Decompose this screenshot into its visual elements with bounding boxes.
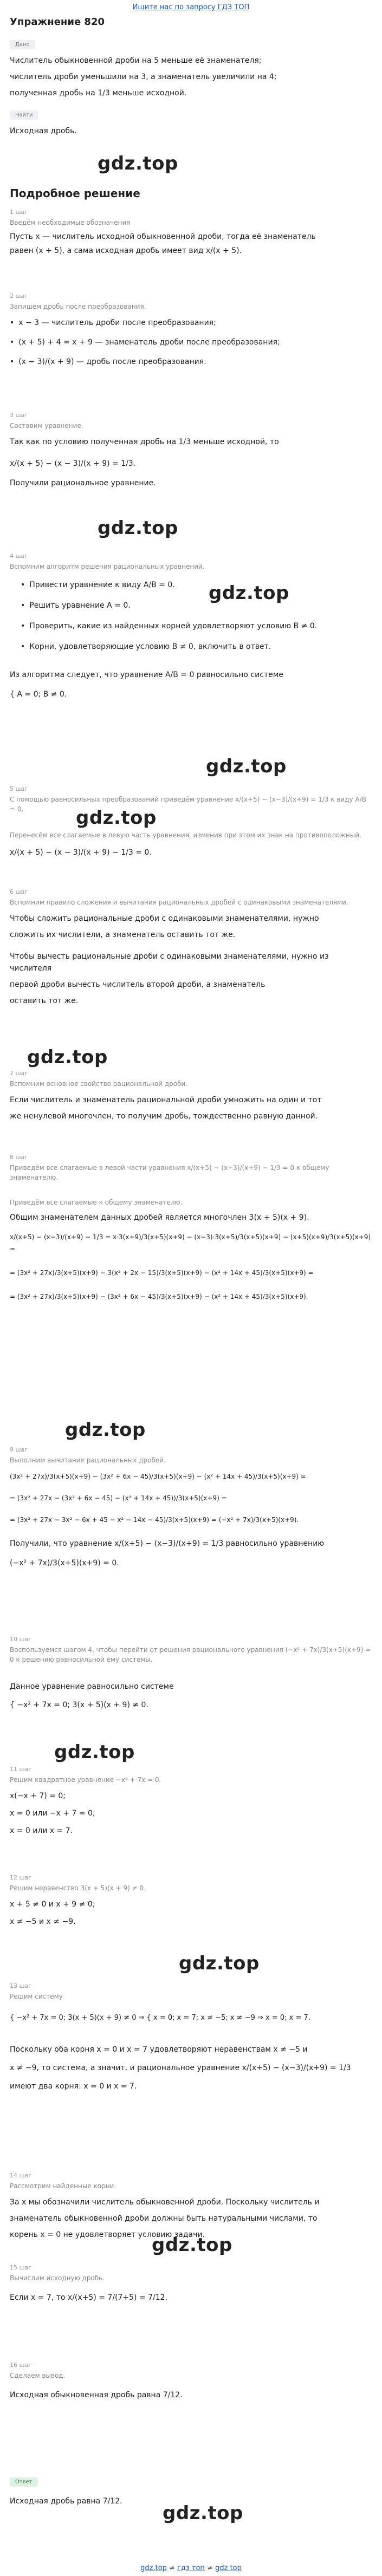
- step-1: [10, 209, 373, 257]
- step-sub-note: Перенесём все слагаемые в левую часть уравнения, изменив при этом их знак на противоположный.: [10, 831, 361, 839]
- step-note: Вычислим исходную дробь.: [10, 2274, 105, 2282]
- step-3: [10, 412, 373, 489]
- given-block: [10, 38, 373, 99]
- step-line: Если x = 7, то x/(x+5) = 7/(7+5) = 7/12.: [10, 2293, 168, 2302]
- step-9: [10, 1446, 373, 1569]
- step-line: Поскольку оба корня x = 0 и x = 7 удовлетворяют неравенствам x ≠ −5 и: [10, 2045, 308, 2054]
- step-label: 1 шаг: [10, 209, 28, 216]
- step-line: = (3x² + 27x)/3(x+5)(x+9) − 3(x² + 2x − 15)/3(x+5)(x+9) − (x² + 14x + 45)/3(x+5)(x+9) =: [10, 1269, 314, 1277]
- watermark: gdz.top: [98, 153, 178, 174]
- step-line: Так как по условию полученная дробь на 1/3 меньше исходной, то: [10, 438, 279, 446]
- step-line: Если числитель и знаменатель рациональной дроби умножить на один и тот: [10, 1096, 322, 1104]
- step-note: Запишем дробь после преобразования.: [10, 303, 146, 310]
- step-line: оставить тот же.: [10, 997, 79, 1005]
- step-label: 16 шаг: [10, 2362, 32, 2369]
- step-label: 14 шаг: [10, 2172, 32, 2179]
- watermark: gdz.top: [179, 1953, 260, 1974]
- watermark: gdz.top: [98, 517, 178, 539]
- step-note: Решим систему: [10, 1993, 63, 2000]
- step-note: Вспомним основное свойство рациональной дроби.: [10, 1080, 188, 1088]
- step-line: x ≠ −9, то система, а значит, и рациональное уравнение x/(x+5) − (x−3)/(x+9) = 1/3: [10, 2064, 351, 2072]
- top-search-link[interactable]: Ищите нас по запросу ГДЗ ТОП: [132, 3, 250, 11]
- step-line: Пусть x — числитель исходной обыкновенной дроби, тогда её знаменатель: [10, 232, 316, 241]
- watermark: gdz.top: [163, 2502, 243, 2524]
- step-line: x ≠ −5 и x ≠ −9.: [10, 1917, 76, 1926]
- step-line: Чтобы сложить рациональные дроби с одинаковыми знаменателями, нужно: [10, 914, 319, 923]
- bottom-link-gdz-top[interactable]: gdz.top: [140, 2564, 167, 2572]
- step-line: Получили рациональное уравнение.: [10, 479, 156, 487]
- step-line: = (3x² + 27x − (3x² + 6x − 45) − (x² + 14x + 45))/3(x+5)(x+9) =: [10, 1494, 227, 1502]
- step-note: Составим уравнение.: [10, 422, 83, 430]
- step-line: x/(x+5) − (x−3)/(x+9) − 1/3 = x·3(x+9)/3(x+5)(x+9) − (x−3)·3(x+5)/3(x+5)(x+9) − (x+5)(x+9)/3(x+5)(x+9) =: [10, 1233, 371, 1253]
- step-label: 6 шаг: [10, 888, 28, 895]
- step-note: Вспомним алгоритм решения рациональных уравнений.: [10, 563, 205, 570]
- step-8: [10, 1154, 373, 1303]
- step-label: 7 шаг: [10, 1070, 28, 1077]
- step-line: = (3x² + 27x − 3x² − 6x + 45 − x² − 14x − 45)/3(x+5)(x+9) = (−x² + 7x)/3(x+5)(x+9).: [10, 1516, 299, 1524]
- step-label: 9 шаг: [10, 1446, 28, 1453]
- given-line: полученная дробь на 1/3 меньше исходной.: [10, 89, 187, 97]
- step-line: Данное уравнение равносильно системе: [10, 1682, 174, 1691]
- watermark: gdz.top: [27, 1046, 108, 1068]
- answer-chip: Ответ: [10, 2477, 38, 2487]
- step-label: 4 шаг: [10, 552, 28, 560]
- step-line: Общим знаменателем данных дробей является многочлен 3(x + 5)(x + 9).: [10, 1213, 309, 1222]
- step-sub-note: Приведём все слагаемые к общему знаменателю.: [10, 1199, 183, 1206]
- step-10: [10, 1636, 373, 1711]
- step-label: 13 шаг: [10, 1982, 32, 1989]
- step-line: • x − 3 — числитель дроби после преобразования;: [10, 317, 373, 329]
- step-label: 3 шаг: [10, 412, 28, 419]
- step-note: Вспомним правило сложения и вычитания рациональных дробей с одинаковыми знаменателями.: [10, 899, 348, 906]
- step-label: 15 шаг: [10, 2264, 32, 2271]
- watermark: gdz.top: [54, 1741, 135, 1763]
- step-5: [10, 785, 373, 858]
- step-label: 8 шаг: [10, 1154, 28, 1161]
- answer-line: Исходная дробь равна 7/12.: [10, 2497, 122, 2506]
- step-line: (3x² + 27x)/3(x+5)(x+9) − (3x² + 6x − 45)/3(x+5)(x+9) − (x² + 14x + 45)/3(x+5)(x+9) =: [10, 1473, 306, 1480]
- bottom-link-gdz-top-ru[interactable]: гдз топ: [177, 2564, 205, 2572]
- given-chip: Дано: [10, 40, 35, 49]
- step-line: Чтобы вычесть рациональные дроби с одинаковыми знаменателями, нужно из числителя: [10, 952, 329, 973]
- step-line: x = 0 или −x + 7 = 0;: [10, 1809, 95, 1818]
- given-line: Числитель обыкновенной дроби на 5 меньше её знаменателя;: [10, 56, 262, 65]
- step-label: 2 шаг: [10, 292, 28, 300]
- find-line: Исходная дробь.: [10, 127, 77, 135]
- step-note: Сделаем вывод.: [10, 2372, 66, 2379]
- step-line: Получили, что уравнение x/(x+5) − (x−3)/(x+9) = 1/3 равносильно уравнению: [10, 1539, 325, 1548]
- step-line: x(−x + 7) = 0;: [10, 1792, 66, 1800]
- step-2: [10, 292, 373, 368]
- find-block: [10, 108, 373, 137]
- step-note: Решим квадратное уравнение −x² + 7x = 0.: [10, 1776, 161, 1784]
- step-note: Приведём все слагаемые в левой части уравнения x/(x+5) − (x−3)/(x+9) − 1/3 = 0 к общему знаменателю.: [10, 1164, 329, 1181]
- bottom-separator: ≠: [207, 2564, 213, 2572]
- step-line: же ненулевой многочлен, то получим дробь, тождественно равную данной.: [10, 1112, 318, 1121]
- step-line: • (x + 5) + 4 = x + 9 — знаменатель дроби после преобразования;: [10, 336, 373, 348]
- step-line: первой дроби вычесть числитель второй дроби, а знаменатель: [10, 980, 266, 989]
- step-line: • Привести уравнение к виду A/B = 0.: [10, 579, 373, 591]
- step-line: x/(x + 5) − (x − 3)/(x + 9) − 1/3 = 0.: [10, 848, 152, 857]
- step-line: Исходная обыкновенная дробь равна 7/12.: [10, 2391, 183, 2399]
- watermark: gdz.top: [65, 1419, 146, 1441]
- step-label: 10 шаг: [10, 1636, 32, 1643]
- exercise-title: Упражнение 820: [10, 16, 105, 28]
- step-line: имеют два корня: x = 0 и x = 7.: [10, 2082, 137, 2091]
- step-line: • Проверить, какие из найденных корней удовлетворяют условию B ≠ 0.: [10, 620, 373, 632]
- step-line: x + 5 ≠ 0 и x + 9 ≠ 0;: [10, 1900, 95, 1909]
- step-line: { −x² + 7x = 0; 3(x + 5)(x + 9) ≠ 0.: [10, 1701, 148, 1709]
- step-16: [10, 2362, 373, 2401]
- step-line: { A = 0; B ≠ 0.: [10, 690, 67, 699]
- step-line: Из алгоритма следует, что уравнение A/B = 0 равносильно системе: [10, 671, 283, 679]
- step-note: Решим неравенство 3(x + 5)(x + 9) ≠ 0.: [10, 1884, 146, 1892]
- step-13: [10, 1982, 373, 2092]
- watermark: gdz.top: [152, 2234, 232, 2256]
- step-line: { −x² + 7x = 0; 3(x + 5)(x + 9) ≠ 0 ⇒ { x = 0; x = 7; x ≠ −5; x ≠ −9 ⇒ x = 0; x = 7.: [10, 2014, 310, 2022]
- bottom-links: [0, 2564, 382, 2572]
- step-line: • Корни, удовлетворяющие условию B ≠ 0, включить в ответ.: [10, 641, 373, 653]
- step-label: 11 шаг: [10, 1766, 32, 1773]
- step-line: сложить их числители, а знаменатель оставить тот же.: [10, 931, 236, 939]
- bottom-separator: ≠: [169, 2564, 175, 2572]
- step-12: [10, 1874, 373, 1928]
- detailed-solution-title: Подробное решение: [10, 187, 140, 200]
- step-14: [10, 2172, 373, 2241]
- step-label: 12 шаг: [10, 1874, 32, 1881]
- step-4: [10, 552, 373, 700]
- step-line: • Решить уравнение A = 0.: [10, 600, 373, 612]
- given-line: числитель дроби уменьшили на 3, а знаменатель увеличили на 4;: [10, 73, 277, 81]
- step-note: Воспользуемся шагом 4, чтобы перейти от решения рационального уравнения (−x² + 7x)/3(x+5)(x+9) = 0 к решению равносильной ему системы.: [10, 1646, 371, 1663]
- step-11: [10, 1766, 373, 1837]
- step-15: [10, 2264, 373, 2304]
- watermark: gdz.top: [209, 582, 289, 604]
- find-chip: Найти: [10, 110, 38, 120]
- step-line: знаменатель обыкновенной дроби должны быть натуральными числами, то: [10, 2214, 318, 2223]
- step-line: • (x − 3)/(x + 9) — дробь после преобразования.: [10, 356, 373, 368]
- step-line: x = 0 или x = 7.: [10, 1826, 73, 1835]
- step-line: x/(x + 5) − (x − 3)/(x + 9) = 1/3.: [10, 459, 136, 468]
- step-note: Выполним вычитание рациональных дробей.: [10, 1456, 166, 1464]
- step-note: Рассмотрим найденные корни.: [10, 2182, 116, 2190]
- step-6: [10, 888, 373, 1007]
- watermark: gdz.top: [206, 756, 287, 777]
- watermark: gdz.top: [76, 807, 157, 829]
- step-line: корень x = 0 не удовлетворяет условию задачи.: [10, 2230, 205, 2239]
- step-line: За x мы обозначили числитель обыкновенной дроби. Поскольку числитель и: [10, 2198, 320, 2207]
- step-line: (−x² + 7x)/3(x+5)(x+9) = 0.: [10, 1559, 119, 1567]
- step-label: 5 шаг: [10, 785, 28, 792]
- step-note: Введём необходимые обозначения: [10, 219, 131, 226]
- step-7: [10, 1070, 373, 1122]
- step-note: С помощью равносильных преобразований приведём уравнение x/(x+5) − (x−3)/(x+9) = 1/3 к виду A/B = 0.: [10, 796, 366, 813]
- step-line: = (3x² + 27x)/3(x+5)(x+9) − (3x² + 6x − 45)/3(x+5)(x+9) − (x² + 14x + 45)/3(x+5)(x+9).: [10, 1293, 308, 1300]
- bottom-link-gdz-top-latin[interactable]: gdz top: [215, 2564, 242, 2572]
- step-line: равен (x + 5), а сама исходная дробь имеет вид x/(x + 5).: [10, 246, 242, 255]
